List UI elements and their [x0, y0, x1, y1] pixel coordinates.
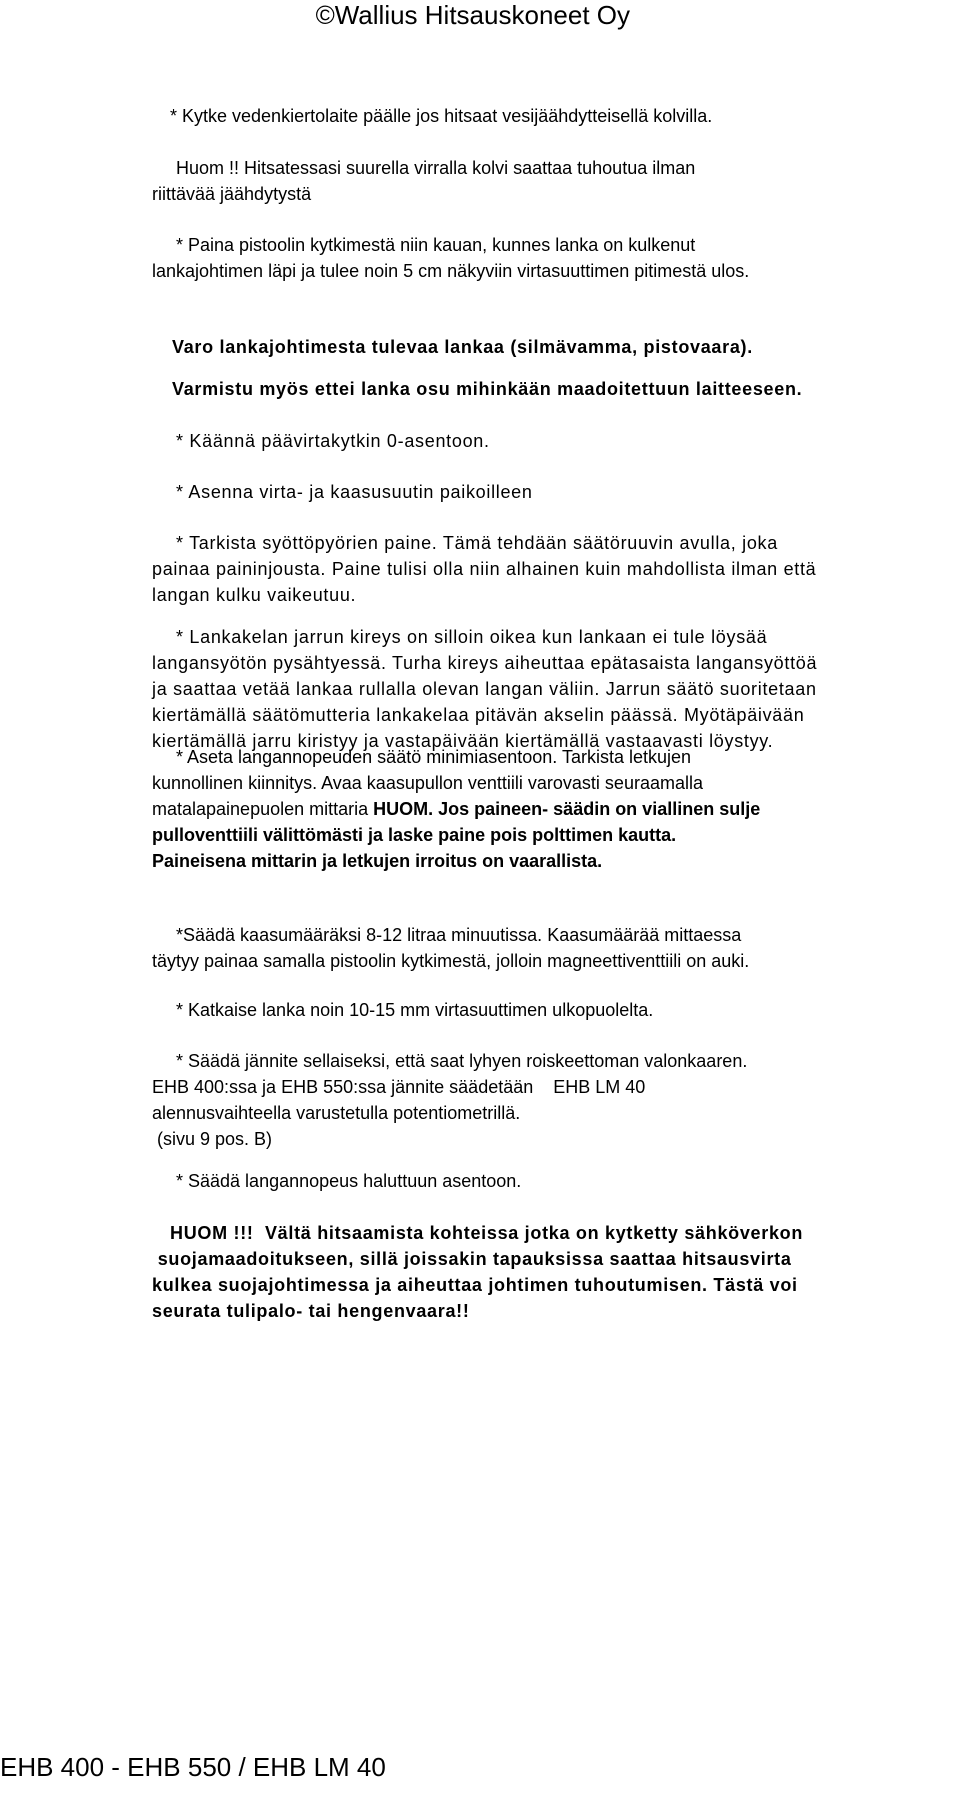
copyright-header: ©Wallius Hitsauskoneet Oy — [315, 0, 630, 30]
instruction-spool-brake — [152, 624, 817, 754]
instruction-gas-cylinder-line-5: Paineisena mittarin ja letkujen irroitus on vaarallista. — [152, 851, 603, 871]
instruction-voltage-line-2: EHB 400:ssa ja EHB 550:ssa jännite säädetään EHB LM 40 — [152, 1077, 646, 1097]
instruction-spool-brake-line-5: kiertämällä jarru kiristyy ja vastapäivään kiertämällä vastaavasti löystyy. — [152, 731, 774, 751]
instruction-feed-rollers-line-2: painaa paininjousta. Paine tulisi olla niin alhainen kuin mahdollista ilman että — [152, 559, 817, 579]
warning-protective-earth-line-1: HUOM !!! Vältä hitsaamista kohteissa jotka on kytketty sähköverkon — [170, 1223, 804, 1243]
warning-grounded-equipment: Varmistu myös ettei lanka osu mihinkään maadoitettuun laitteeseen. — [172, 379, 803, 399]
instruction-spool-brake-line-3: ja saattaa vetää lankaa rullalla olevan langan väliin. Jarrun säätö suoritetaan — [152, 679, 817, 699]
instruction-gas-flow-line-2: täytyy painaa samalla pistoolin kytkimestä, jolloin magneettiventtiili on auki. — [152, 951, 750, 971]
instruction-spool-brake-line-1: * Lankakelan jarrun kireys on silloin oikea kun lankaan ei tule löysää — [176, 627, 768, 647]
instruction-feed-rollers — [152, 530, 816, 608]
instruction-feed-wire — [152, 232, 749, 284]
instruction-spool-brake-line-4: kiertämällä säätömutteria lankakelaa pitävän akselin päässä. Myötäpäivään — [152, 705, 805, 725]
instruction-gas-cylinder-line-4: pulloventtiili välittömästi ja laske paine pois polttimen kautta. — [152, 825, 677, 845]
instruction-water-cooler: * Kytke vedenkiertolaite päälle jos hitsaat vesijäähdytteisellä kolvilla. — [170, 106, 713, 126]
instruction-gas-cylinder-line-3 — [152, 796, 760, 822]
instruction-gas-cylinder — [152, 744, 760, 874]
instruction-voltage-line-1: * Säädä jännite sellaiseksi, että saat lyhyen roiskeettoman valonkaaren. — [176, 1051, 748, 1071]
instruction-voltage-line-3: alennusvaihteella varustetulla potentiometrillä. — [152, 1103, 521, 1123]
warning-protective-earth-line-3: kulkea suojajohtimessa ja aiheuttaa johtimen tuhoutumisen. Tästä voi — [152, 1275, 798, 1295]
warning-cooling-line-1: Huom !! Hitsatessasi suurella virralla kolvi saattaa tuhoutua ilman — [176, 158, 696, 178]
warning-protective-earth-line-2: suojamaadoitukseen, sillä joissakin tapauksissa saattaa hitsausvirta — [152, 1249, 792, 1269]
warning-cooling-line-2: riittävää jäähdytystä — [152, 184, 312, 204]
warning-cooling — [152, 155, 695, 207]
model-footer: EHB 400 - EHB 550 / EHB LM 40 — [0, 1752, 386, 1782]
warning-protective-earth — [152, 1220, 803, 1324]
instruction-gas-cylinder-line-2: kunnollinen kiinnitys. Avaa kaasupullon venttiili varovasti seuraamalla — [152, 773, 703, 793]
instruction-gas-flow — [152, 922, 749, 974]
instruction-gas-cylinder-line-3-bold: HUOM. Jos paineen- säädin on viallinen sulje — [373, 799, 761, 819]
warning-protective-earth-line-4: seurata tulipalo- tai hengenvaara!! — [152, 1301, 470, 1321]
instruction-feed-rollers-line-3: langan kulku vaikeutuu. — [152, 585, 357, 605]
instruction-nozzles: * Asenna virta- ja kaasusuutin paikoilleen — [176, 482, 533, 502]
instruction-main-switch: * Käännä päävirtakytkin 0-asentoon. — [176, 431, 490, 451]
instruction-feed-rollers-line-1: * Tarkista syöttöpyörien paine. Tämä tehdään säätöruuvin avulla, joka — [176, 533, 778, 553]
instruction-voltage — [152, 1048, 747, 1152]
instruction-voltage-line-4: (sivu 9 pos. B) — [152, 1129, 273, 1149]
warning-eye-injury: Varo lankajohtimesta tulevaa lankaa (silmävamma, pistovaara). — [172, 337, 753, 357]
instruction-feed-wire-line-2: lankajohtimen läpi ja tulee noin 5 cm näkyviin virtasuuttimen pitimestä ulos. — [152, 261, 750, 281]
instruction-cut-wire: * Katkaise lanka noin 10-15 mm virtasuuttimen ulkopuolelta. — [176, 1000, 654, 1020]
instruction-gas-cylinder-line-3-normal: matalapainepuolen mittaria — [152, 799, 374, 819]
instruction-spool-brake-line-2: langansyötön pysähtyessä. Turha kireys aiheuttaa epätasaista langansyöttöä — [152, 653, 818, 673]
instruction-gas-cylinder-line-1: * Aseta langannopeuden säätö minimiasentoon. Tarkista letkujen — [176, 747, 692, 767]
instruction-feed-wire-line-1: * Paina pistoolin kytkimestä niin kauan, kunnes lanka on kulkenut — [176, 235, 696, 255]
instruction-wire-speed: * Säädä langannopeus haluttuun asentoon. — [176, 1171, 522, 1191]
instruction-gas-flow-line-1: *Säädä kaasumääräksi 8-12 litraa minuutissa. Kaasumäärää mittaessa — [176, 925, 742, 945]
